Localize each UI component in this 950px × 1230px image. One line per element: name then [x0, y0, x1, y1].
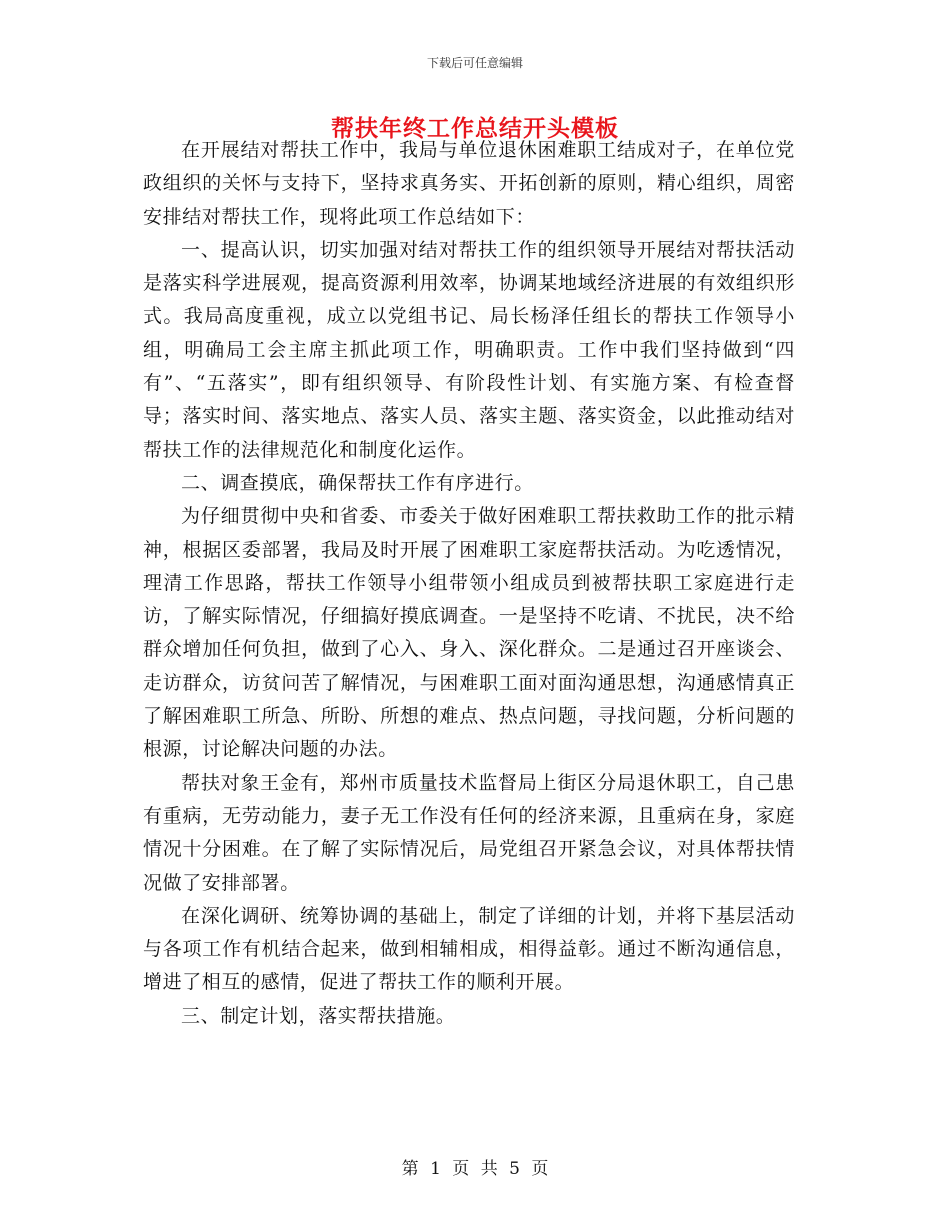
paragraph-intro: 在开展结对帮扶工作中，我局与单位退休困难职工结成对子，在单位党政组织的关怀与支持下，坚持求真务实、开拓创新的原则，精心组织，周密安排结对帮扶工作，现将此项工作总结如下： — [143, 139, 795, 228]
header-note: 下载后可任意编辑 — [426, 56, 523, 70]
paragraph-section-2-body: 为仔细贯彻中央和省委、市委关于做好困难职工帮扶救助工作的批示精神，根据区委部署，我局及时开展了困难职工家庭帮扶活动。为吃透情况，理清工作思路，帮扶工作领导小组带领小组成员到被帮扶职工家庭进行走访，了解实际情况，仔细搞好摸底调查。一是坚持不吃请、不扰民，决不给群众增加任何负担，做到了心入、身入、深化群众。二是通过召开座谈会、走访群众，访贫问苦了解情况，与困难职工面对面沟通思想，沟通感情真正了解困难职工所急、所盼、所想的难点、热点问题，寻找问题，分析问题的根源，讨论解决问题的办法。 — [143, 505, 795, 761]
paragraph-beneficiary: 帮扶对象王金有，郑州市质量技术监督局上街区分局退休职工，自己患有重病，无劳动能力，妻子无工作没有任何的经济来源，且重病在身，家庭情况十分困难。在了解了实际情况后，局党组召开紧急会议，对具体帮扶情况做了安排部署。 — [143, 771, 795, 894]
page-number: 第 1 页 共 5 页 — [401, 1159, 549, 1179]
paragraph-section-1: 一、提高认识，切实加强对结对帮扶工作的组织领导开展结对帮扶活动是落实科学进展观，提高资源利用效率，协调某地域经济进展的有效组织形式。我局高度重视，成立以党组书记、局长杨泽任组长的帮扶工作领导小组，明确局工会主席主抓此项工作，明确职责。工作中我们坚持做到“四有”、“五落实”，即有组织领导、有阶段性计划、有实施方案、有检查督导；落实时间、落实地点、落实人员、落实主题、落实资金，以此推动结对帮扶工作的法律规范化和制度化运作。 — [143, 238, 795, 461]
paragraph-section-2-heading: 二、调查摸底，确保帮扶工作有序进行。 — [181, 471, 534, 494]
paragraph-planning: 在深化调研、统筹协调的基础上，制定了详细的计划，并将下基层活动与各项工作有机结合起来，做到相辅相成，相得益彰。通过不断沟通信息，增进了相互的感情，促进了帮扶工作的顺利开展。 — [143, 904, 795, 994]
document-title: 帮扶年终工作总结开头模板 — [331, 115, 619, 142]
paragraph-section-3-heading: 三、制定计划，落实帮扶措施。 — [181, 1004, 456, 1027]
document-body — [143, 134, 795, 1033]
